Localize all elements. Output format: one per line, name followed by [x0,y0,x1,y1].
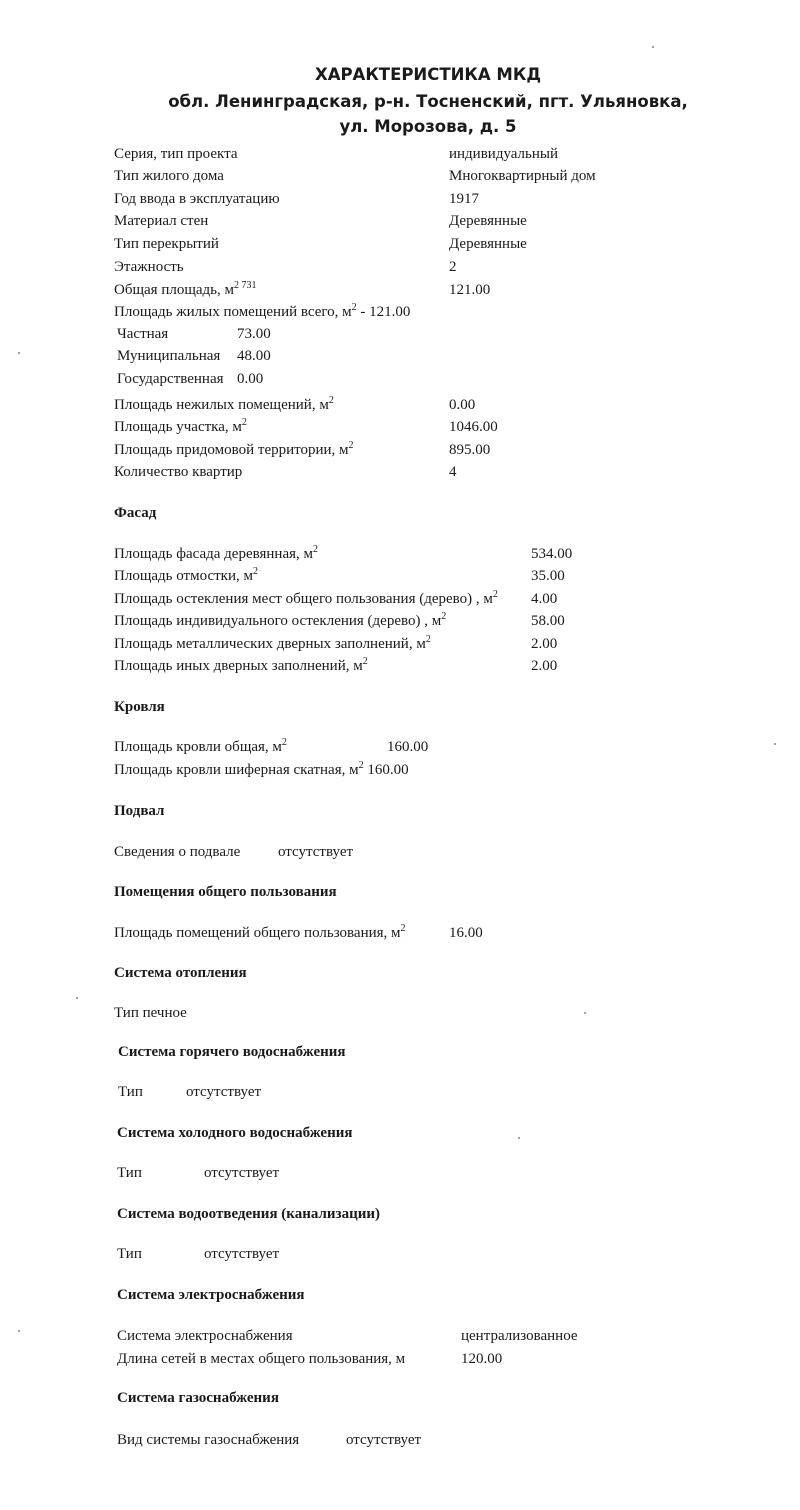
facade-heading: Фасад [114,505,157,521]
private-label: Частная [117,326,169,342]
scan-speck [584,1012,586,1014]
electricity-heading: Система электроснабжения [117,1287,305,1303]
hot-water-heading: Система горячего водоснабжения [118,1044,346,1060]
common-rooms-heading: Помещения общего пользования [114,884,337,900]
series-label: Серия, тип проекта [114,146,238,162]
apartments-value: 4 [449,464,457,480]
common-rooms-area-value: 16.00 [449,925,483,941]
state-value: 0.00 [237,371,264,387]
nonliving-area-label: Площадь нежилых помещений, $м^2$ [114,395,334,413]
scan-speck [76,997,78,999]
document-address-line2: ул. Морозова, д. 5 [339,117,517,136]
facade-wood-value: 534.00 [531,546,573,562]
living-area-value: - 121.00 [356,304,411,320]
glazing-individual-label: Площадь индивидуального остекления (дерево) , $м^2$ [114,611,447,629]
common-rooms-area-label: Площадь помещений общего пользования, $м^2$ [114,923,406,941]
storeys-value: 2 [449,259,457,275]
sewerage-type-value: отсутствует [204,1246,280,1262]
roof-total-value: 160.00 [387,739,429,755]
house-type-value: Многоквартирный дом [449,168,596,184]
glazing-common-sup: 2 [492,589,498,600]
roof-total-label: Площадь кровли общая, $м^2$ [114,737,287,755]
total-area-label: Общая площадь, $м^{2 731}$ [114,280,257,298]
nonliving-area-sup: 2 [328,395,334,406]
heating-type: Тип печное [114,1005,187,1021]
wall-material-value: Деревянные [449,213,527,229]
electricity-system-value: централизованное [461,1328,578,1344]
glazing-individual-sup: 2 [441,611,447,622]
blind-area-label: Площадь отмостки, $м^2$ [114,566,258,584]
municipal-value: 48.00 [237,348,271,364]
series-value: индивидуальный [449,146,559,162]
total-area-sup: 2 731 [234,280,257,291]
roof-slate-sup: 2 [358,760,364,771]
roof-heading: Кровля [114,699,165,715]
electricity-system-label: Система электроснабжения [117,1328,293,1344]
plot-area-label: Площадь участка, $м^2$ [114,417,247,435]
other-doors-value: 2.00 [531,658,558,674]
facade-wood-label: Площадь фасада деревянная, $м^2$ [114,544,318,562]
roof-slate-value: 160.00 [367,762,409,778]
cold-water-type-label: Тип [117,1165,142,1181]
house-type-label: Тип жилого дома [114,168,224,184]
glazing-common-label: Площадь остекления мест общего пользования (дерево) , $м^2$ [114,589,498,607]
scan-speck [518,1137,520,1139]
basement-heading: Подвал [114,803,165,819]
storeys-label: Этажность [114,259,184,275]
year-value: 1917 [449,191,479,207]
gas-type-value: отсутствует [346,1432,422,1448]
municipal-label: Муниципальная [117,348,221,364]
cold-water-type-value: отсутствует [204,1165,280,1181]
gas-type-label: Вид системы газоснабжения [117,1432,300,1448]
living-area-sup: 2 [351,302,357,313]
basement-info-label: Сведения о подвале [114,844,241,860]
plot-area-value: 1046.00 [449,419,498,435]
metal-doors-label: Площадь металлических дверных заполнений, $м^2$ [114,634,431,652]
nonliving-area-value: 0.00 [449,397,476,413]
facade-wood-sup: 2 [313,544,318,555]
sewerage-type-label: Тип [117,1246,142,1262]
floor-type-label: Тип перекрытий [114,236,219,252]
floor-type-value: Деревянные [449,236,527,252]
document-address-line1: обл. Ленинградская, р-н. Тосненский, пгт. Ульяновка, [168,92,688,111]
heating-heading: Система отопления [114,965,247,981]
scan-speck [652,46,654,48]
sewerage-heading: Система водоотведения (канализации) [117,1206,380,1222]
living-area-line: Площадь жилых помещений всего, $м^2 - 121.00$ [114,302,411,320]
plot-area-sup: 2 [241,417,247,428]
private-value: 73.00 [237,326,271,342]
roof-total-sup: 2 [281,737,287,748]
common-rooms-area-sup: 2 [400,923,406,934]
other-doors-sup: 2 [362,656,368,667]
year-label: Год ввода в эксплуатацию [114,191,280,207]
glazing-common-value: 4.00 [531,591,558,607]
wall-material-label: Материал стен [114,213,209,229]
electricity-length-label: Длина сетей в местах общего пользования, м [117,1351,406,1367]
blind-area-sup: 2 [253,566,258,577]
territory-area-value: 895.00 [449,442,491,458]
scan-speck [18,352,20,354]
hot-water-type-value: отсутствует [186,1084,262,1100]
basement-info-value: отсутствует [278,844,354,860]
other-doors-label: Площадь иных дверных заполнений, $м^2$ [114,656,368,674]
gas-heading: Система газоснабжения [117,1390,279,1406]
metal-doors-value: 2.00 [531,636,558,652]
document-title: ХАРАКТЕРИСТИКА МКД [314,65,542,84]
blind-area-value: 35.00 [531,568,565,584]
scan-speck [774,743,776,745]
scan-speck [18,1330,20,1332]
roof-slate-line: Площадь кровли шиферная скатная, $м^2$ 160.00 [114,760,409,778]
glazing-individual-value: 58.00 [531,613,565,629]
state-label: Государственная [117,371,224,387]
total-area-value: 121.00 [449,282,491,298]
territory-area-label: Площадь придомовой территории, $м^2$ [114,440,354,458]
hot-water-type-label: Тип [118,1084,143,1100]
electricity-length-value: 120.00 [461,1351,503,1367]
cold-water-heading: Система холодного водоснабжения [117,1125,353,1141]
territory-area-sup: 2 [348,440,354,451]
metal-doors-sup: 2 [425,634,431,645]
apartments-label: Количество квартир [114,464,243,480]
